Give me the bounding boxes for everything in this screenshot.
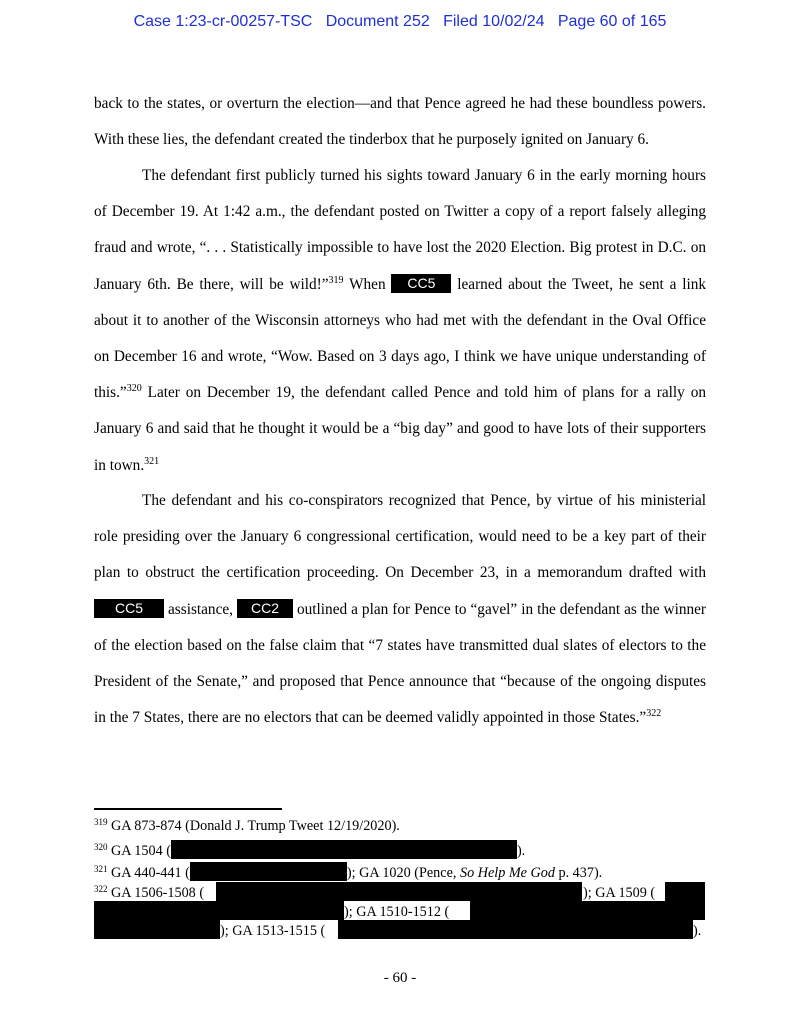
footnote-ref-320: 320 [126, 383, 142, 395]
footnote-319 [94, 817, 706, 836]
footnote-322-part-b: ); GA 1509 ( [583, 885, 656, 901]
redaction-box [470, 901, 670, 920]
footnote-text: p. 437). [554, 865, 603, 881]
paragraph-2-text-c: learned about the Tweet, he sent a link about it to another of the Wisconsin attorneys who had met with the defendant in the Oval Office on December 16 and wrote, “Wow. Based on 3 days ago, I think we have unique understanding of this.” [94, 275, 707, 402]
footnote-text: GA 1504 ( [107, 843, 171, 859]
footnote-ref-322: 322 [646, 708, 662, 720]
footnote-322-part-e: ). [693, 923, 702, 939]
footnote-separator [94, 808, 282, 810]
footnote-text: GA 873-874 (Donald J. Trump Tweet 12/19/2020). [107, 818, 400, 834]
footnote-text: ); GA 1020 (Pence, [346, 865, 460, 881]
redaction-box [94, 920, 220, 939]
paragraph-3 [94, 483, 706, 736]
redaction-box [190, 862, 347, 881]
redaction-cc5-assistance: CC5 [94, 599, 164, 618]
footnote-number: 319 [94, 817, 108, 827]
redaction-box [338, 920, 693, 939]
footnote-text: GA 1506-1508 ( [107, 885, 205, 901]
footnote-number: 322 [94, 884, 108, 894]
paragraph-2-text-d: Later on December 19, the defendant called Pence and told him of plans for a rally on January 6 and said that he thought it would be a “big day” and good to have lots of their supporters in town. [94, 384, 706, 474]
footnote-number: 321 [94, 864, 108, 874]
footnote-ref-319: 319 [328, 274, 344, 286]
paragraph-2-text-a: The defendant first publicly turned his sights toward January 6 in the early morning hours of December 19. At 1:42 a.m., the defendant posted on Twitter a copy of a report falsely alleging fraud and wrote, “. . . Statistically impossible to have lost the 2020 Election. Big protest in D.C. on January 6th. Be there, will be wild!” [94, 167, 706, 293]
footnote-ref-321: 321 [144, 455, 160, 467]
paragraph-3-text-b: assistance, [164, 600, 237, 618]
book-title: So Help Me God [459, 865, 555, 881]
redaction-box [94, 901, 344, 920]
page-number: - 60 - [383, 970, 417, 986]
paragraph-2-text-b: When [343, 275, 392, 293]
footnote-322-part-d: ); GA 1513-1515 ( [220, 923, 326, 939]
filed-date: Filed 10/02/24 [443, 13, 545, 30]
case-header [0, 13, 800, 31]
paragraph-3-text-a: The defendant and his co-conspirators recognized that Pence, by virtue of his ministerial role presiding over the January 6 congressional certification, would need to be a key part of their plan to obstruct the certification proceeding. On December 23, in a memorandum drafted with [94, 492, 706, 582]
redaction-box [171, 840, 517, 859]
footnote-text: ). [516, 843, 526, 859]
footnote-320 [94, 840, 706, 861]
redaction-cc2: CC2 [237, 599, 293, 618]
footnote-text: GA 440-441 ( [107, 865, 190, 881]
paragraph-2 [94, 158, 706, 484]
case-number: Case 1:23-cr-00257-TSC [133, 13, 313, 30]
footnote-322-part-c: ); GA 1510-1512 ( [344, 904, 450, 920]
paragraph-3-text-c: outlined a plan for Pence to “gavel” in the defendant as the winner of the election based on the false claim that “7 states have transmitted dual slates of electors to the President of the Senate,” and proposed that Pence announce that “because of the ongoing disputes in the 7 States, there are no electors that can be deemed validly appointed in those States.” [94, 600, 706, 727]
redaction-cc5: CC5 [391, 274, 451, 293]
page-count: Page 60 of 165 [557, 13, 667, 30]
document-number: Document 252 [325, 13, 430, 30]
footnote-321 [94, 862, 706, 883]
footnote-number: 320 [94, 842, 108, 852]
paragraph-1: back to the states, or overturn the election—and that Pence agreed he had these boundless powers. With these lies, the defendant created the tinderbox that he purposely ignited on January 6. [94, 95, 706, 149]
